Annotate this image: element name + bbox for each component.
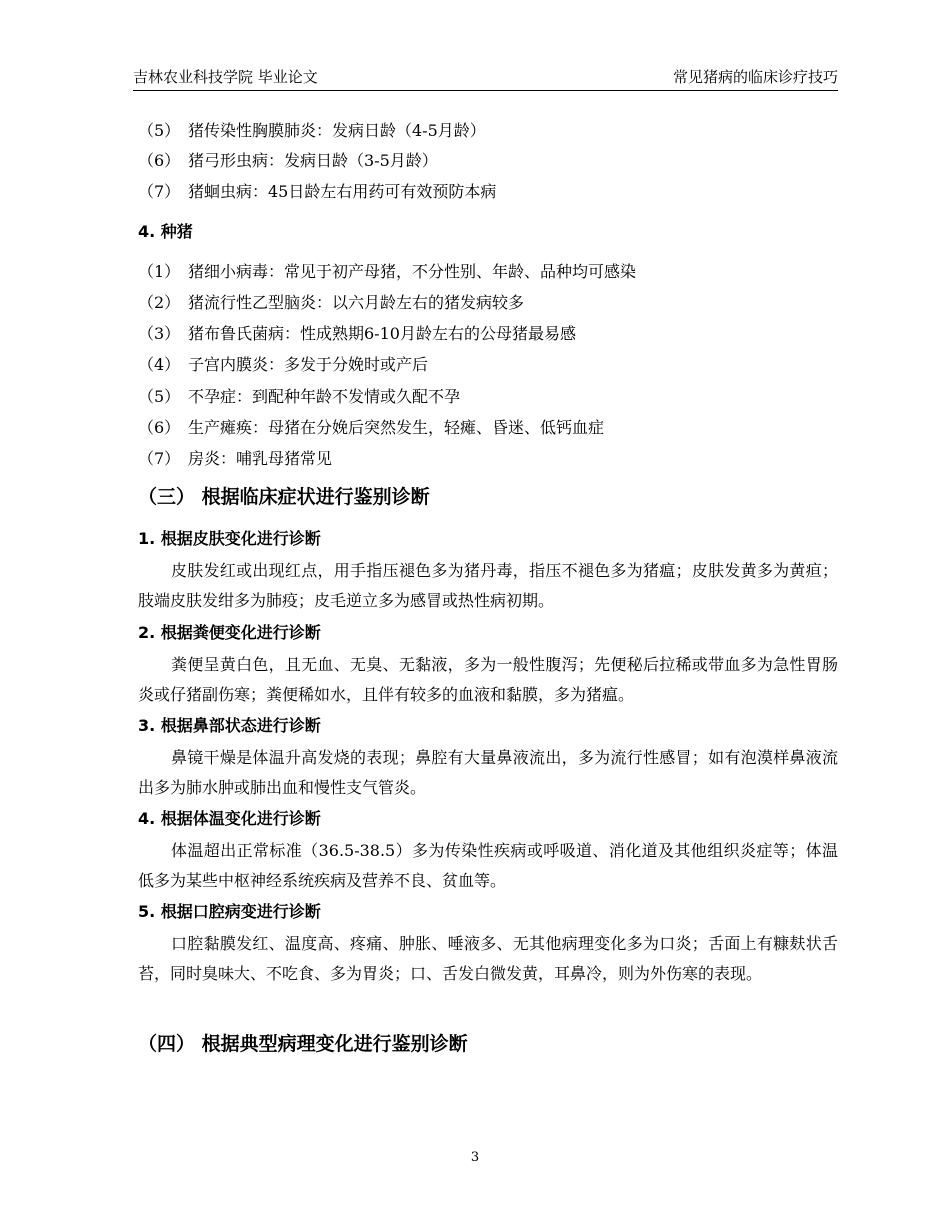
list-item-text: 子宫内膜炎：多发于分娩时或产后 <box>188 355 429 374</box>
list-item-number: （3） <box>138 324 181 343</box>
list-item-number: （5） <box>138 387 181 406</box>
paragraph: 皮肤发红或出现红点，用手指压褪色多为猪丹毒，指压不褪色多为猪瘟；皮肤发黄多为黄疸；肢端皮肤发绀多为肺疫；皮毛逆立多为感冒或热性病初期。 <box>138 561 838 610</box>
list-item-text: 不孕症：到配种年龄不发情或久配不孕 <box>188 387 461 406</box>
list-item-text: 猪传染性胸膜肺炎：发病日龄（4-5月龄） <box>188 121 486 140</box>
page-header <box>133 64 838 91</box>
list-item <box>138 121 486 141</box>
list-item-number: （2） <box>138 293 181 312</box>
header-school: 吉林农业科技学院 毕业论文 <box>133 68 318 86</box>
list-item-text: 房炎：哺乳母猪常见 <box>188 449 333 468</box>
list-item <box>138 387 460 407</box>
list-item-number: （7） <box>138 449 181 468</box>
list-item-text: 猪布鲁氏菌病：性成熟期6-10月龄左右的公母猪最易感 <box>188 324 576 343</box>
list-item <box>138 418 604 438</box>
subsection-heading: 5. 根据口腔病变进行诊断 <box>138 902 321 921</box>
subsection-heading: 2. 根据粪便变化进行诊断 <box>138 623 321 642</box>
list-item-text: 猪蛔虫病：45日龄左右用药可有效预防本病 <box>188 182 497 201</box>
list-item <box>138 324 576 344</box>
section-heading: （三） 根据临床症状进行鉴别诊断 <box>138 486 430 508</box>
paragraph: 粪便呈黄白色，且无血、无臭、无黏液，多为一般性腹泻；先便秘后拉稀或带血多为急性胃肠炎或仔猪副伤寒；粪便稀如水，且伴有较多的血液和黏膜，多为猪瘟。 <box>138 655 838 704</box>
list-item <box>138 182 496 202</box>
list-item-number: （5） <box>138 121 181 140</box>
section-heading: （四） 根据典型病理变化进行鉴别诊断 <box>138 1033 468 1055</box>
list-item-text: 猪弓形虫病：发病日龄（3-5月龄） <box>188 151 438 170</box>
list-item-text: 猪细小病毒：常见于初产母猪，不分性别、年龄、品种均可感染 <box>188 262 637 281</box>
list-item <box>138 449 332 469</box>
list-item <box>138 293 524 313</box>
list-item-text: 生产瘫痪：母猪在分娩后突然发生，轻瘫、昏迷、低钙血症 <box>188 418 605 437</box>
heading-breeding-pigs: 4. 种猪 <box>138 222 193 241</box>
paragraph: 鼻镜干燥是体温升高发烧的表现；鼻腔有大量鼻液流出，多为流行性感冒；如有泡漠样鼻液流出多为肺水肿或肺出血和慢性支气管炎。 <box>138 748 838 797</box>
list-item-number: （4） <box>138 355 181 374</box>
list-item-text: 猪流行性乙型脑炎：以六月龄左右的猪发病较多 <box>188 293 525 312</box>
paragraph: 体温超出正常标准（36.5-38.5）多为传染性疾病或呼吸道、消化道及其他组织炎症等；体温低多为某些中枢神经系统疾病及营养不良、贫血等。 <box>138 841 838 890</box>
list-item-number: （1） <box>138 262 181 281</box>
subsection-heading: 3. 根据鼻部状态进行诊断 <box>138 716 321 735</box>
list-item-number: （6） <box>138 418 181 437</box>
list-item-number: （7） <box>138 182 181 201</box>
list-item-number: （6） <box>138 151 181 170</box>
header-title: 常见猪病的临床诊疗技巧 <box>672 68 838 86</box>
page-number: 3 <box>470 1150 480 1165</box>
list-item <box>138 355 428 375</box>
subsection-heading: 4. 根据体温变化进行诊断 <box>138 809 321 828</box>
list-item <box>138 151 438 171</box>
list-item <box>138 262 636 282</box>
paragraph: 口腔黏膜发红、温度高、疼痛、肿胀、唾液多、无其他病理变化多为口炎；舌面上有糠麸状舌苔，同时臭味大、不吃食、多为胃炎；口、舌发白微发黄，耳鼻冷，则为外伤寒的表现。 <box>138 934 838 983</box>
subsection-heading: 1. 根据皮肤变化进行诊断 <box>138 529 321 548</box>
